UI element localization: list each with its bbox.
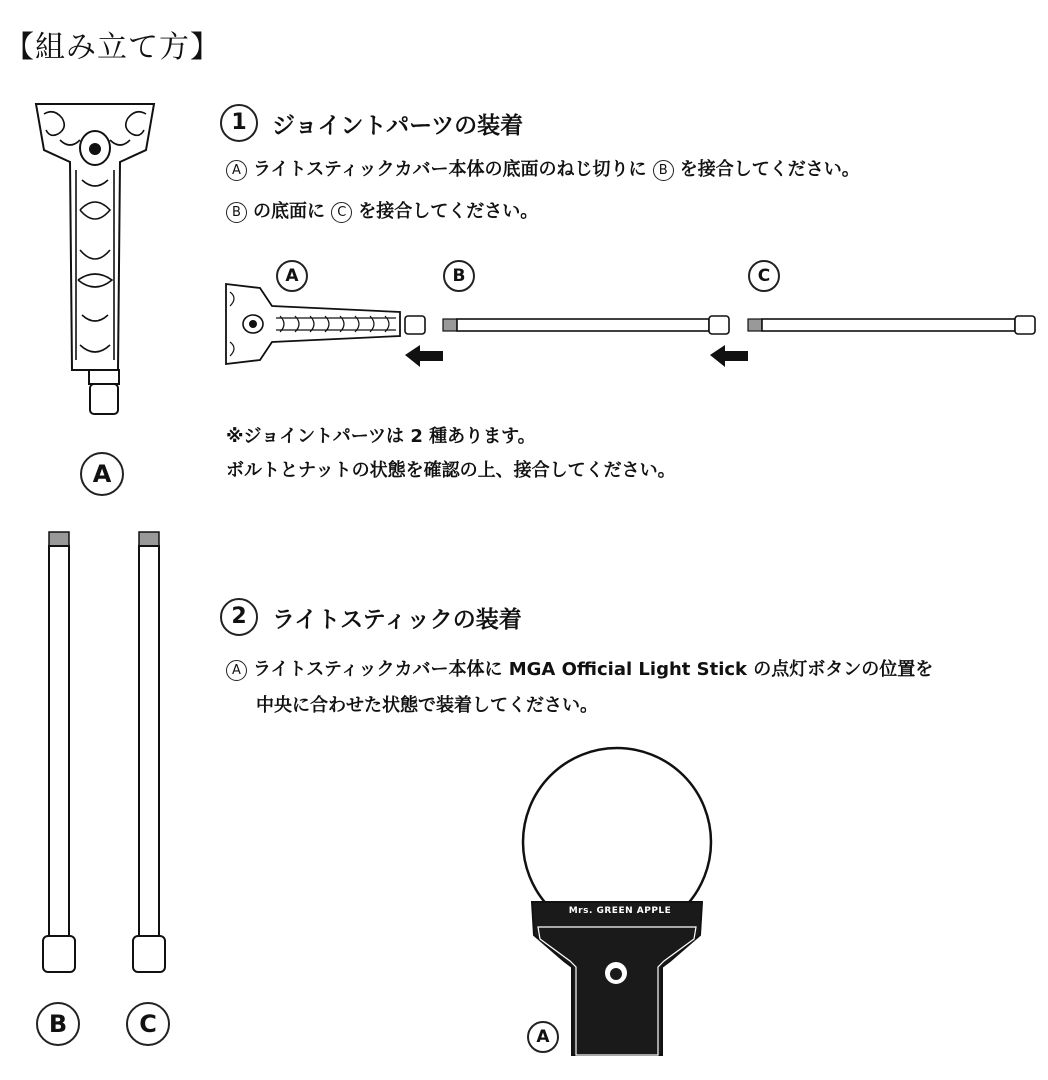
- circled-a: A: [226, 160, 247, 181]
- step2-instruction-2: 中央に合わせた状態で装着してください。: [256, 695, 598, 716]
- part-a-label: A: [80, 452, 124, 496]
- step1-line1-text1: ライトスティックカバー本体の底面のねじ切りに: [253, 159, 647, 180]
- part-b-label: B: [36, 1002, 80, 1046]
- step1-instruction-1: [226, 157, 860, 183]
- diagram-label-a: A: [276, 260, 308, 292]
- step1-line2-text2: を接合してください。: [358, 201, 539, 222]
- step1-line1-text2: を接合してください。: [679, 159, 860, 180]
- step2-line1-text: ライトスティックカバー本体に MGA Official Light Stick の点灯ボタンの位置を: [253, 659, 934, 680]
- step1-number: 1: [220, 104, 258, 142]
- part-c-stick-illustration: [130, 530, 170, 975]
- part-a-cover-illustration: [30, 100, 160, 420]
- circled-b: B: [653, 160, 674, 181]
- step2-heading-text: ライトスティックの装着: [272, 606, 522, 633]
- step1-note-1: ※ジョイントパーツは 2 種あります。: [226, 426, 536, 447]
- step1-heading-text: ジョイントパーツの装着: [272, 112, 524, 139]
- circled-a: A: [226, 660, 247, 681]
- page-title: 【組み立て方】: [4, 30, 221, 65]
- light-stick-label-a: A: [527, 1021, 559, 1053]
- light-stick-illustration: [520, 745, 720, 1065]
- step2-heading: [220, 598, 522, 636]
- diagram-label-b: B: [443, 260, 475, 292]
- circled-b: B: [226, 202, 247, 223]
- circled-c: C: [331, 202, 352, 223]
- step1-instruction-2: [226, 199, 538, 225]
- part-c-label: C: [126, 1002, 170, 1046]
- step1-line2-text1: の底面に: [253, 201, 325, 222]
- step1-note-2: ボルトとナットの状態を確認の上、接合してください。: [226, 460, 676, 481]
- assembly-diagram: [220, 280, 1040, 380]
- step1-heading: [220, 104, 523, 142]
- light-stick-brand: Mrs. GREEN APPLE: [568, 906, 672, 916]
- diagram-label-c: C: [748, 260, 780, 292]
- step2-number: 2: [220, 598, 258, 636]
- part-b-stick-illustration: [40, 530, 80, 975]
- step2-instruction-1: [226, 657, 933, 683]
